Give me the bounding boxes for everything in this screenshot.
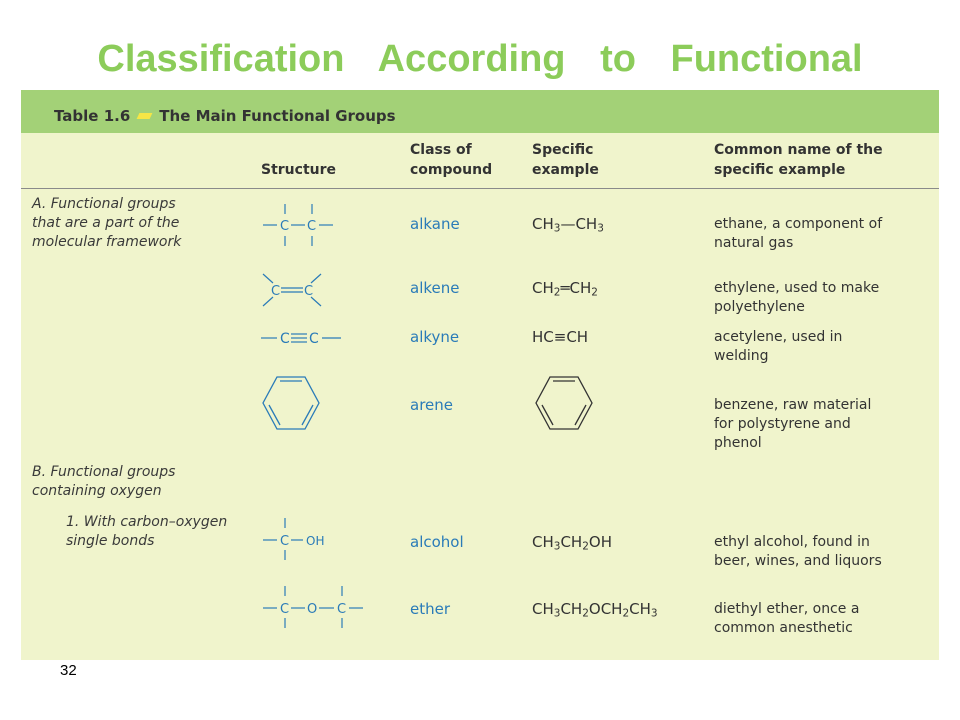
caption-marker-icon: [137, 113, 153, 119]
row-alcohol-class: alcohol: [410, 533, 464, 551]
row-alkyne-class: alkyne: [410, 328, 460, 346]
row-alkane-common-line1: ethane, a component of: [714, 216, 883, 232]
row-arene-common-line3: phenol: [714, 435, 762, 451]
section-b-label: [32, 463, 175, 501]
row-alcohol-common-line2: beer, wines, and liquors: [714, 553, 882, 569]
table-header-band: [21, 90, 939, 133]
svg-text:C: C: [280, 602, 290, 617]
subsection-b1-line1: 1. With carbon–oxygen: [66, 514, 228, 530]
svg-text:C: C: [307, 219, 317, 234]
column-header-class: [410, 140, 492, 180]
header-divider: [21, 188, 939, 189]
column-header-common-name: [714, 140, 883, 180]
row-ether-example: $CH_3CH_2OCH_2CH_3$: [532, 600, 658, 620]
column-header-common-line2: specific example: [714, 162, 846, 178]
section-a-label: [32, 195, 181, 252]
page-number: 32: [60, 662, 77, 679]
row-alkene-class: alkene: [410, 279, 460, 297]
svg-text:C: C: [280, 331, 290, 347]
row-alkyne-common-line2: welding: [714, 348, 769, 364]
row-arene-class: arene: [410, 396, 453, 414]
row-alkene-common-name: [714, 279, 879, 317]
row-alcohol-example: $CH_3CH_2OH$: [532, 533, 612, 553]
column-header-common-line1: Common name of the: [714, 142, 883, 158]
column-header-example-line2: example: [532, 162, 599, 178]
column-header-class-line2: compound: [410, 162, 493, 178]
functional-groups-table: [21, 90, 939, 660]
table-number: Table 1.6: [54, 107, 131, 125]
row-alkane-common-name: [714, 215, 882, 253]
row-alcohol-common-name: [714, 533, 882, 571]
row-alkane-example: $CH_3—CH_3$: [532, 215, 604, 235]
alkane-structure-icon: [259, 202, 339, 250]
subsection-b1-line2: single bonds: [66, 533, 155, 549]
row-alkane-common-line2: natural gas: [714, 235, 794, 251]
section-b-line2: containing oxygen: [32, 483, 162, 499]
svg-text:OH: OH: [306, 534, 325, 548]
row-alkyne-common-line1: acetylene, used in: [714, 329, 843, 345]
row-alkyne-common-name: [714, 328, 842, 366]
svg-text:C: C: [280, 534, 290, 549]
subsection-b1-label: [66, 513, 227, 551]
svg-text:C: C: [337, 602, 347, 617]
ether-structure-icon: [259, 584, 369, 632]
column-header-class-line1: Class of: [410, 142, 472, 158]
slide-title: Classification According to Functional: [97, 38, 863, 80]
row-arene-common-line1: benzene, raw material: [714, 397, 872, 413]
table-caption: [54, 107, 396, 125]
alkene-structure-icon: [259, 270, 339, 312]
svg-text:C: C: [309, 331, 319, 347]
row-ether-common-line2: common anesthetic: [714, 620, 853, 636]
column-header-example: [532, 140, 599, 180]
row-arene-common-line2: for polystyrene and: [714, 416, 851, 432]
section-a-line1: A. Functional groups: [32, 196, 176, 212]
svg-text:C: C: [280, 219, 290, 234]
row-ether-common-name: [714, 600, 859, 638]
svg-text:O: O: [307, 602, 318, 617]
row-alkene-example: $CH_2═CH_2$: [532, 279, 598, 299]
column-header-structure: Structure: [261, 162, 337, 178]
row-ether-class: ether: [410, 600, 451, 618]
row-alkane-class: alkane: [410, 215, 460, 233]
row-alcohol-common-line1: ethyl alcohol, found in: [714, 534, 870, 550]
row-ether-common-line1: diethyl ether, once a: [714, 601, 860, 617]
benzene-example-icon: [534, 375, 596, 435]
column-header-example-line1: Specific: [532, 142, 594, 158]
section-a-line2: that are a part of the: [32, 215, 180, 231]
row-alkene-common-line1: ethylene, used to make: [714, 280, 880, 296]
arene-structure-icon: [261, 375, 323, 435]
row-alkene-common-line2: polyethylene: [714, 299, 805, 315]
alcohol-structure-icon: [259, 516, 339, 564]
alkyne-structure-icon: [259, 326, 349, 350]
svg-text:C: C: [271, 284, 281, 299]
section-a-line3: molecular framework: [32, 234, 182, 250]
section-b-line1: B. Functional groups: [32, 464, 176, 480]
table-title: The Main Functional Groups: [159, 107, 396, 125]
row-arene-common-name: [714, 396, 871, 453]
svg-text:C: C: [304, 284, 314, 299]
row-alkyne-example: HC≡CH: [532, 328, 589, 346]
